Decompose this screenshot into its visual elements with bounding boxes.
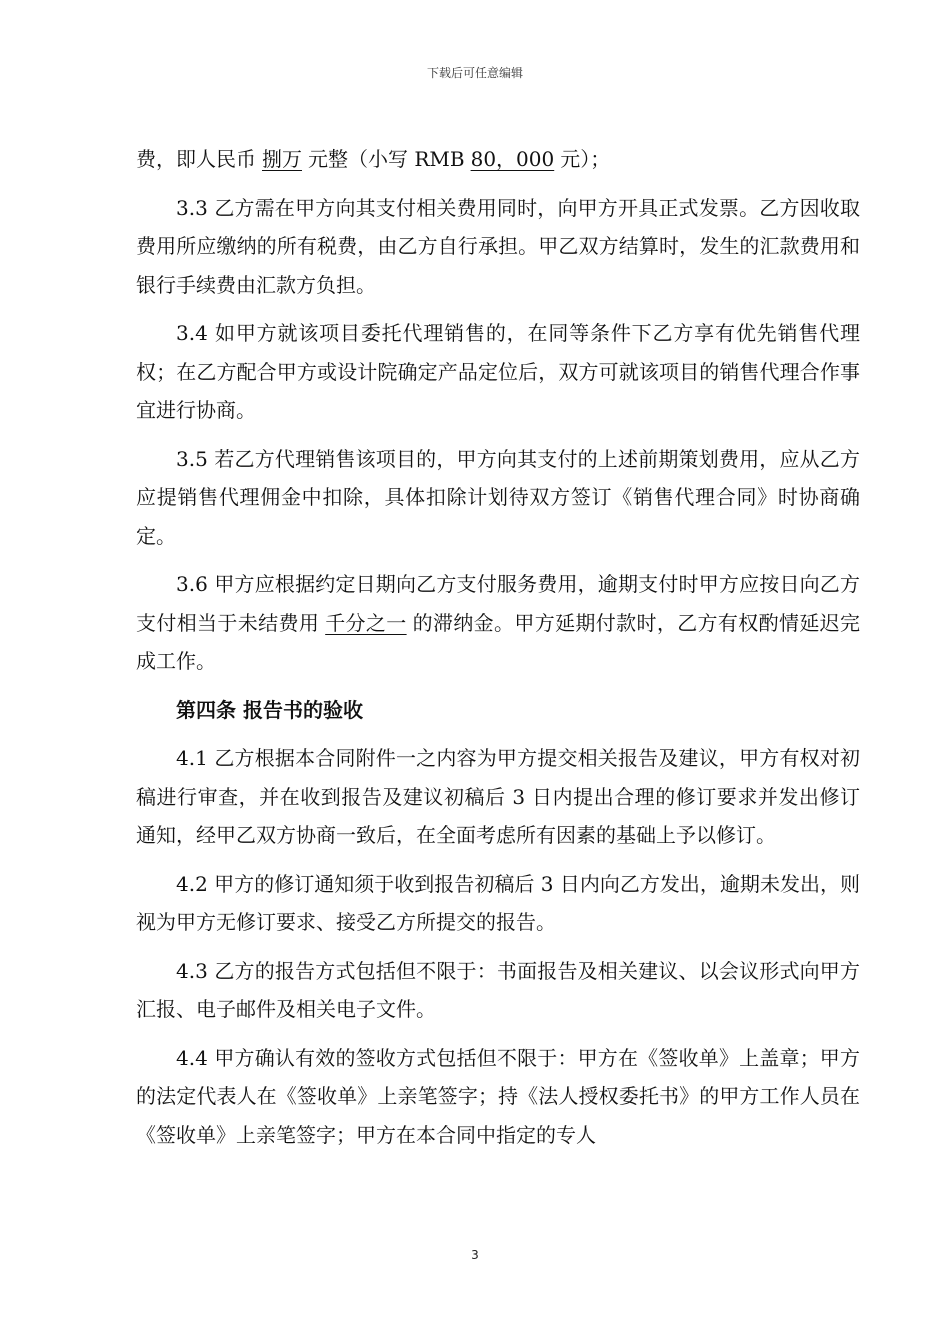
clause-3-4: 3.4 如甲方就该项目委托代理销售的，在同等条件下乙方享有优先销售代理权；在乙方配合甲方或设计院确定产品定位后，双方可就该项目的销售代理合作事宜进行协商。	[136, 321, 860, 422]
clause-4-4: 4.4 甲方确认有效的签收方式包括但不限于：甲方在《签收单》上盖章；甲方的法定代表人在《签收单》上亲笔签字；持《法人授权委托书》的甲方工作人员在《签收单》上亲笔签字；甲方在本合同中指定的专人	[136, 1045, 860, 1147]
page-number: 3	[471, 1248, 479, 1262]
clause-4-3: 4.3 乙方的报告方式包括但不限于：书面报告及相关建议、以会议形式向甲方汇报、电子邮件及相关电子文件。	[136, 958, 860, 1021]
document-body	[136, 140, 860, 1164]
paragraph-fee-amount	[136, 140, 860, 179]
fee-text-middle: 元整（小写 RMB	[308, 147, 465, 171]
article-4-heading: 第四条 报告书的验收	[176, 697, 363, 722]
page-header: 下载后可任意编辑	[426, 66, 523, 80]
fee-amount-digits: 80，000	[470, 147, 555, 171]
fee-amount-words: 捌万	[262, 147, 302, 171]
clause-3-6-text-end: 的滞纳金。甲方延期付款时，乙方有权酌情延迟完成工作。	[136, 610, 861, 673]
clause-4-1: 4.1 乙方根据本合同附件一之内容为甲方提交相关报告及建议，甲方有权对初稿进行审查，并在收到报告及建议初稿后 3 日内提出合理的修订要求并发出修订通知，经甲乙双方协商一致后，在全面考虑所有因素的基础上予以修订。	[136, 746, 860, 847]
clause-3-3: 3.3 乙方需在甲方向其支付相关费用同时，向甲方开具正式发票。乙方因收取费用所应缴纳的所有税费，由乙方自行承担。甲乙双方结算时，发生的汇款费用和银行手续费由汇款方负担。	[136, 195, 860, 297]
clause-4-2: 4.2 甲方的修订通知须于收到报告初稿后 3 日内向乙方发出，逾期未发出，则视为甲方无修订要求、接受乙方所提交的报告。	[136, 871, 860, 934]
clause-3-6	[136, 565, 860, 681]
fee-text-start: 费，即人民币	[136, 147, 256, 171]
fee-text-end: 元）；	[560, 147, 611, 171]
late-fee-rate: 千分之一	[325, 610, 407, 635]
clause-3-5: 3.5 若乙方代理销售该项目的，甲方向其支付的上述前期策划费用，应从乙方应提销售代理佣金中扣除，具体扣除计划待双方签订《销售代理合同》时协商确定。	[136, 446, 860, 548]
clause-3-6-text-start: 3.6 甲方应根据约定日期向乙方支付服务费用，逾期支付时甲方应按日向乙方支付相当于未结费用	[136, 572, 860, 635]
